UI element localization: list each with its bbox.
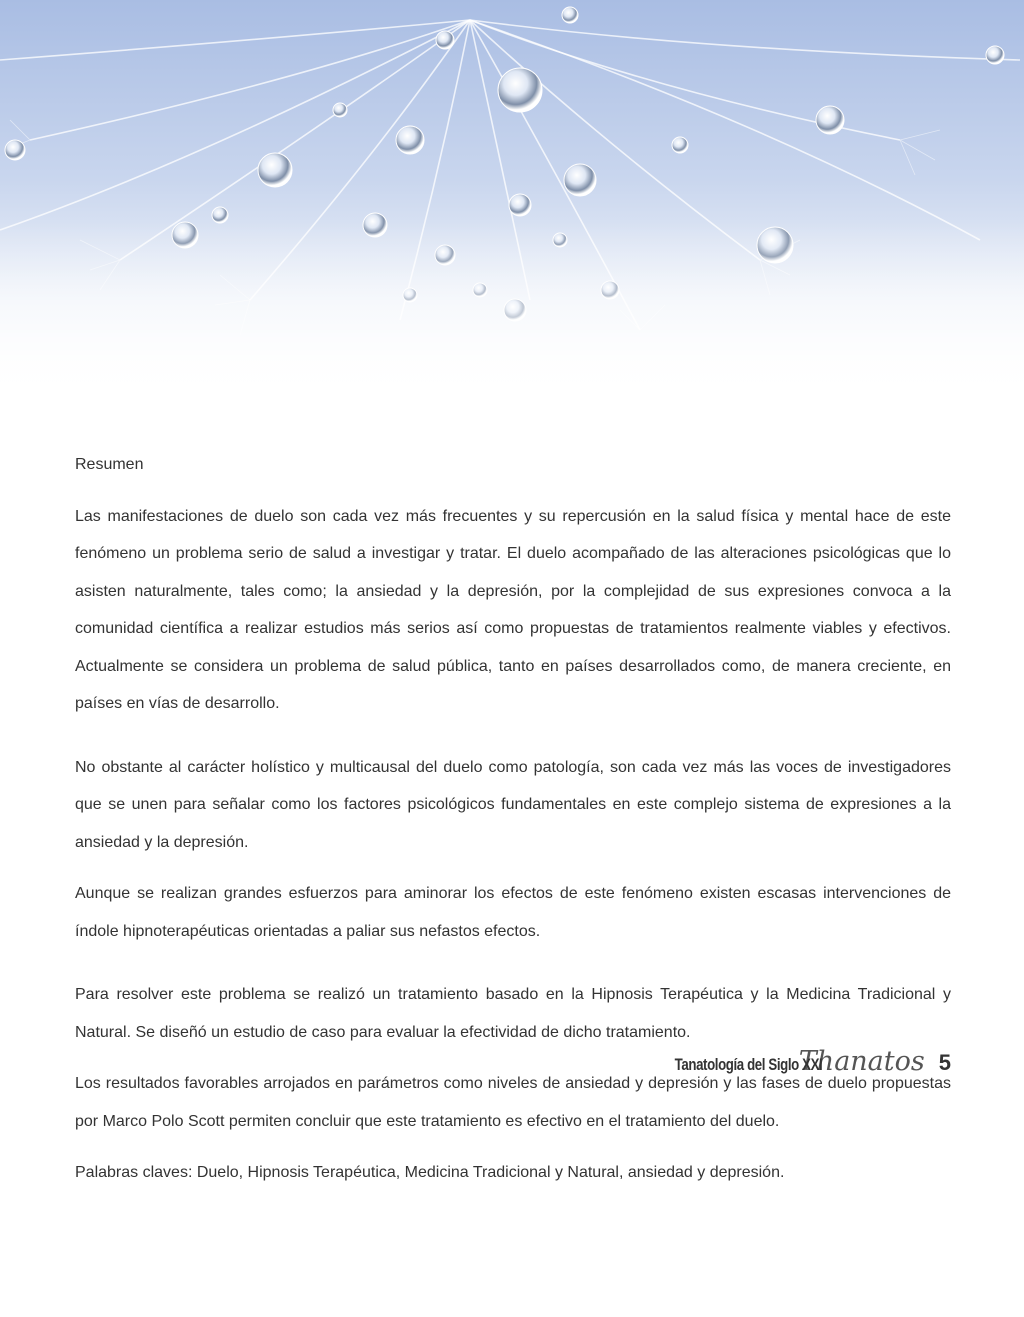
- section-heading: Resumen: [75, 456, 144, 473]
- paragraph-5: Los resultados favorables arrojados en parámetros como niveles de ansiedad y depresión y las fases de duelo propuestas por Marco Polo Scott permiten concluir que este tratamiento es efectivo en el tratamiento del duelo.: [75, 1075, 951, 1130]
- paragraph-4: Para resolver este problema se realizó un tratamiento basado en la Hipnosis Terapéutica y la Medicina Tradicional y Natural. Se diseñó un estudio de caso para evaluar la efectividad de dicho tratamiento.: [75, 986, 951, 1041]
- journal-brand: Thanatos: [798, 1046, 925, 1077]
- page-footer: [633, 1046, 951, 1077]
- keywords-paragraph: Palabras claves: Duelo, Hipnosis Terapéutica, Medicina Tradicional y Natural, ansiedad y depresión.: [75, 1164, 785, 1181]
- page-number: 5: [938, 1050, 951, 1075]
- paragraph-3: Aunque se realizan grandes esfuerzos para aminorar los efectos de este fenómeno existen escasas intervenciones de índole hipnoterapéuticas orientadas a paliar sus nefastos efectos.: [75, 885, 951, 940]
- paragraph-2: No obstante al carácter holístico y multicausal del duelo como patología, son cada vez más las voces de investigadores que se unen para señalar como los factores psicológicos fundamentales en este complejo sistema de expresiones a la ansiedad y la depresión.: [75, 758, 951, 851]
- article-body: [75, 446, 951, 1192]
- paragraph-1: Las manifestaciones de duelo son cada vez más frecuentes y su repercusión en la salud física y mental hace de este fenómeno un problema serio de salud a investigar y tratar. El duelo acompañado de las alteraciones psicológicas que lo asisten naturalmente, tales como; la ansiedad y la depresión, por la complejidad de sus expresiones convoca a la comunidad científica a realizar estudios más serios así como propuestas de tratamientos realmente viables y efectivos. Actualmente se considera un problema de salud pública, tanto en países desarrollados como, de manera creciente, en países en vías de desarrollo.: [75, 507, 951, 712]
- header-photo: [0, 0, 1024, 400]
- dandelion-dew-photo-icon: [0, 0, 1024, 400]
- journal-name: Tanatología del Siglo XXI: [675, 1055, 823, 1074]
